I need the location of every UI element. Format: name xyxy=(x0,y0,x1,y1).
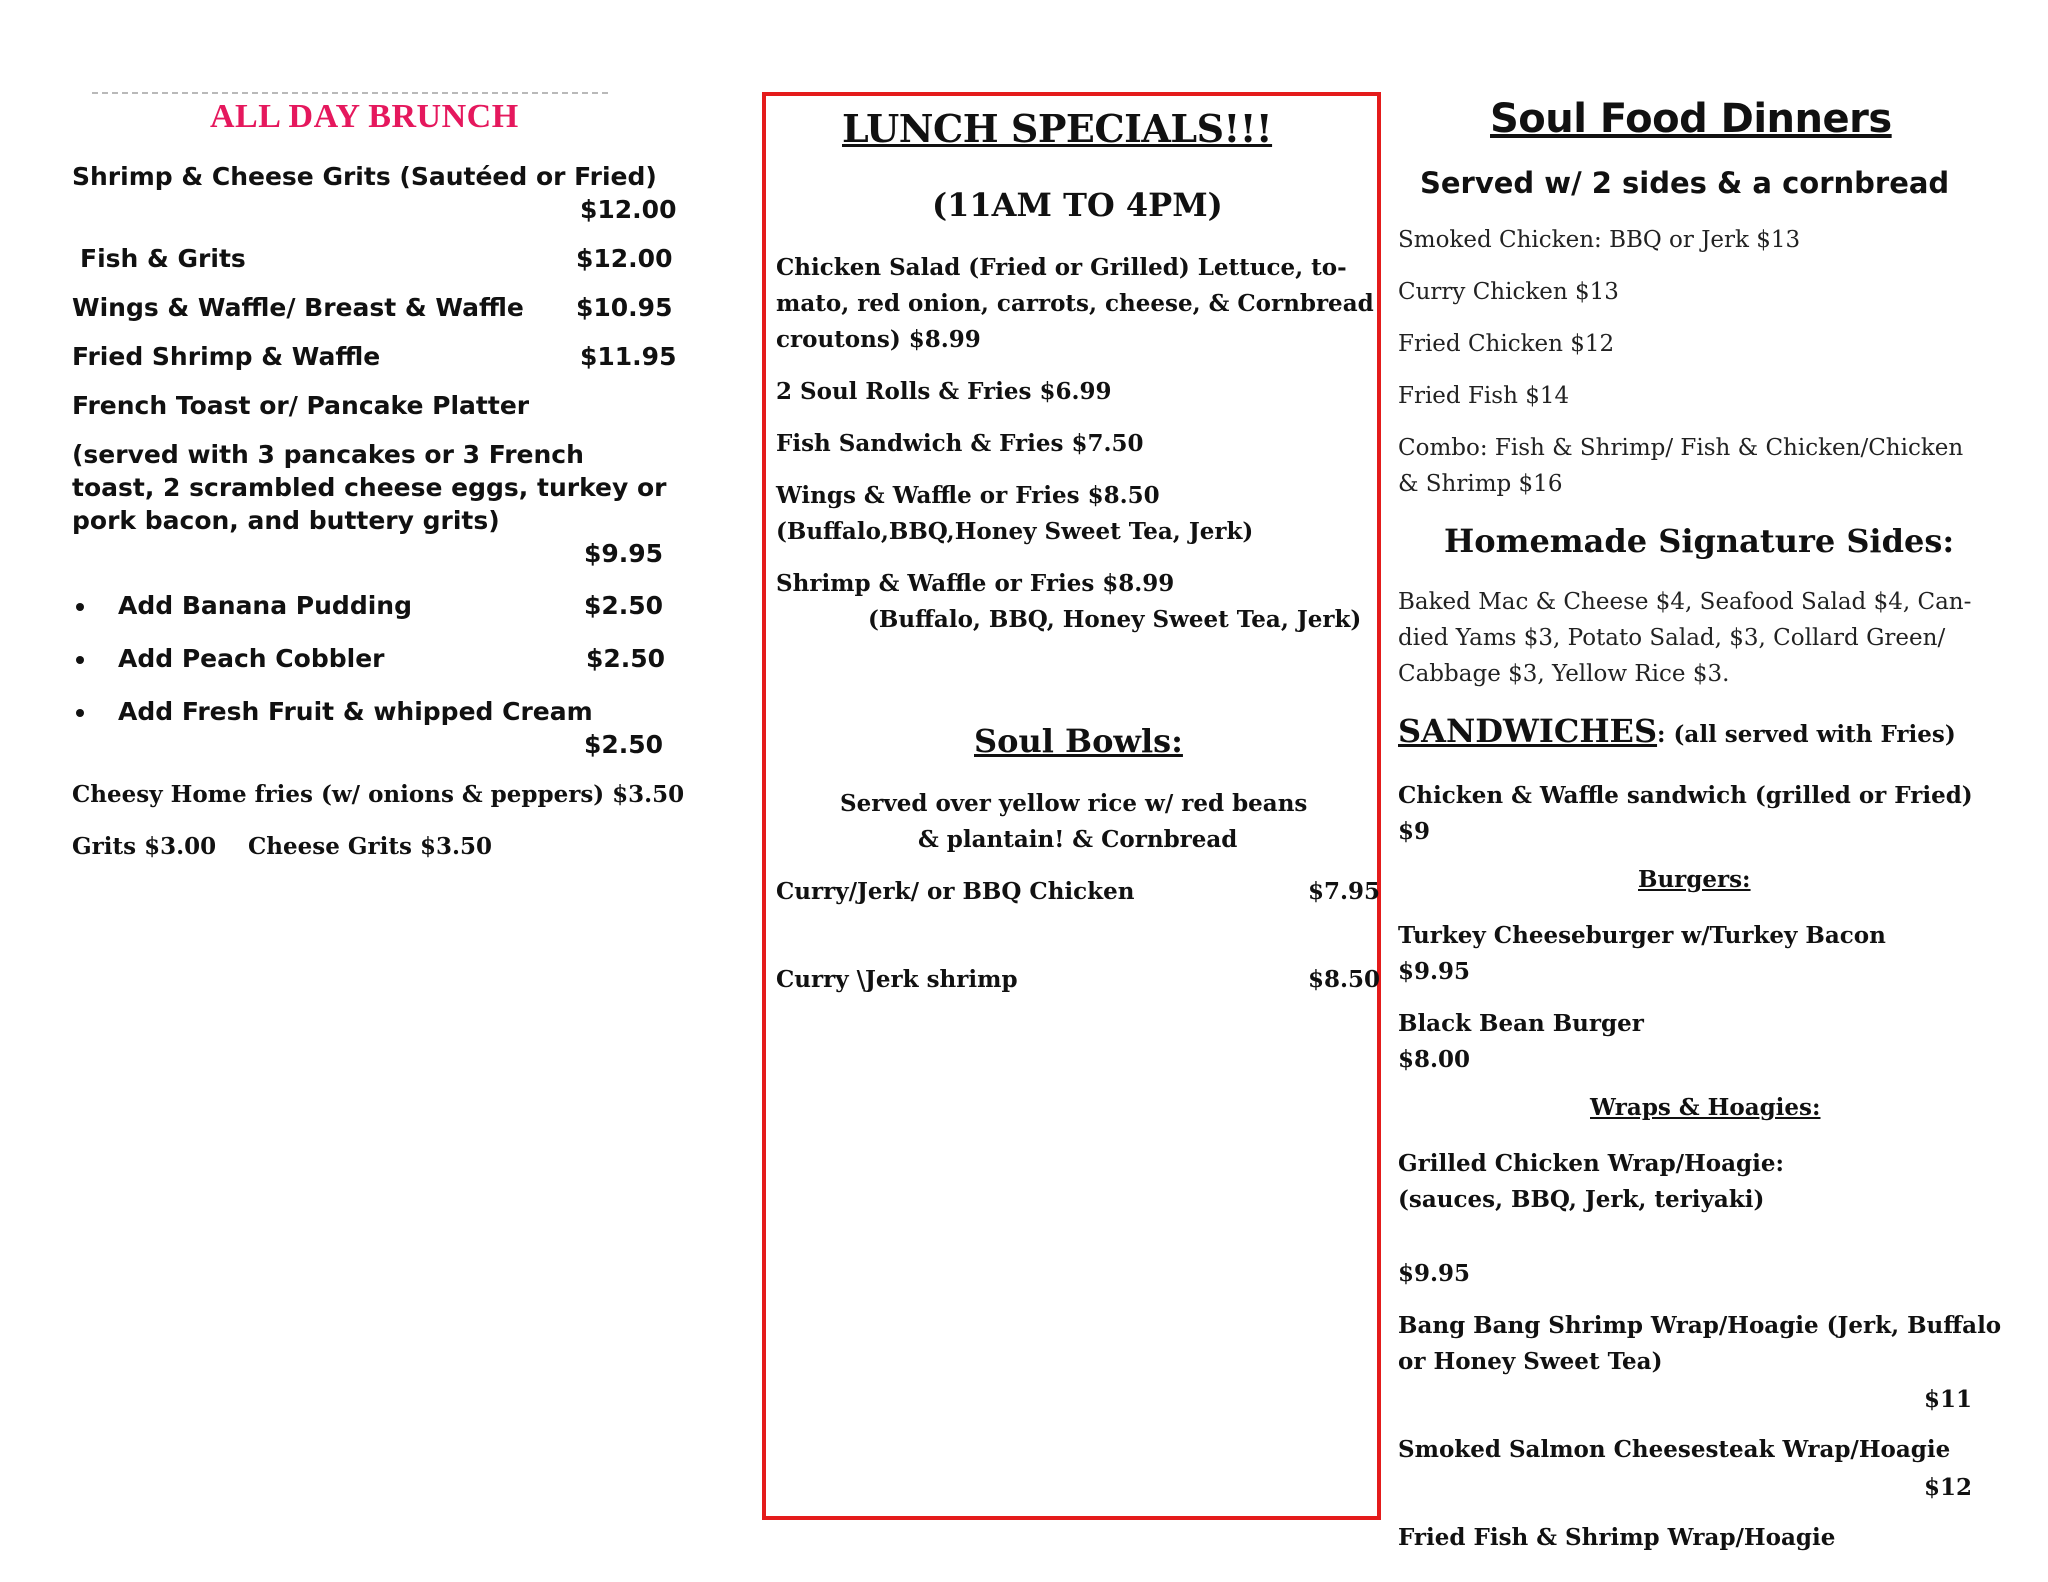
wrap-desc: or Honey Sweet Tea) xyxy=(1398,1348,1663,1375)
brunch-item-price: $12.00 xyxy=(580,195,677,224)
sandwiches-header xyxy=(1398,712,1956,750)
brunch-item-price: $10.95 xyxy=(576,293,673,322)
dinner-item: Curry Chicken $13 xyxy=(1398,279,1619,305)
wrap-name: Grilled Chicken Wrap/Hoagie: xyxy=(1398,1150,1784,1177)
brunch-side: Grits $3.00 xyxy=(72,833,217,860)
brunch-item-name: Shrimp & Cheese Grits (Sautéed or Fried) xyxy=(72,162,657,191)
burger-name: Turkey Cheeseburger w/Turkey Bacon xyxy=(1398,922,1886,949)
burger-price: $8.00 xyxy=(1398,1046,1471,1073)
sandwich-item: Chicken & Waffle sandwich (grilled or Fried) xyxy=(1398,782,1973,809)
dinner-item: Fried Fish $14 xyxy=(1398,383,1570,409)
wrap-name: Fried Fish & Shrimp Wrap/Hoagie xyxy=(1398,1524,1836,1551)
brunch-item-price: $9.95 xyxy=(584,539,664,568)
dinner-item: Smoked Chicken: BBQ or Jerk $13 xyxy=(1398,227,1801,253)
bowl-price: $7.95 xyxy=(1308,878,1381,905)
dinner-item: Fried Chicken $12 xyxy=(1398,331,1615,357)
lunch-item: Wings & Waffle or Fries $8.50 xyxy=(776,482,1160,509)
sides-title: Homemade Signature Sides: xyxy=(1444,522,1955,560)
burgers-title: Burgers: xyxy=(1638,866,1751,893)
sides-text: died Yams $3, Potato Salad, $3, Collard Green/ xyxy=(1398,625,1946,651)
dinners-title: Soul Food Dinners xyxy=(1490,96,1892,142)
lunch-item: (Buffalo, BBQ, Honey Sweet Tea, Jerk) xyxy=(868,606,1362,633)
brunch-item-desc: toast, 2 scrambled cheese eggs, turkey or xyxy=(72,473,667,502)
brunch-title: ALL DAY BRUNCH xyxy=(210,98,519,135)
divider-dashed xyxy=(92,92,608,94)
soul-bowls-title: Soul Bowls: xyxy=(974,722,1183,760)
brunch-item-name: Wings & Waffle/ Breast & Waffle xyxy=(72,293,524,322)
lunch-item: croutons) $8.99 xyxy=(776,326,981,353)
addon-name: Add Banana Pudding xyxy=(118,591,412,620)
burger-name: Black Bean Burger xyxy=(1398,1010,1644,1037)
wrap-name: Bang Bang Shrimp Wrap/Hoagie (Jerk, Buffalo xyxy=(1398,1312,2002,1339)
bullet-icon xyxy=(76,709,84,717)
bullet-icon xyxy=(76,656,84,664)
brunch-side: Cheesy Home fries (w/ onions & peppers) $3.50 xyxy=(72,781,685,808)
lunch-title: LUNCH SPECIALS!!! xyxy=(842,106,1273,151)
addon-name: Add Peach Cobbler xyxy=(118,644,385,673)
sides-text: Cabbage $3, Yellow Rice $3. xyxy=(1398,661,1730,687)
bowl-price: $8.50 xyxy=(1308,966,1381,993)
lunch-item: Chicken Salad (Fried or Grilled) Lettuce, to- xyxy=(776,254,1347,281)
bullet-icon xyxy=(76,603,84,611)
brunch-item-desc: (served with 3 pancakes or 3 French xyxy=(72,440,584,469)
brunch-side: Cheese Grits $3.50 xyxy=(248,833,492,860)
brunch-item-name: Fried Shrimp & Waffle xyxy=(72,342,381,371)
addon-price: $2.50 xyxy=(584,730,664,759)
brunch-item-price: $12.00 xyxy=(576,244,673,273)
dinners-subtitle: Served w/ 2 sides & a cornbread xyxy=(1420,166,1950,200)
dinner-item: & Shrimp $16 xyxy=(1398,471,1563,497)
wrap-desc: (sauces, BBQ, Jerk, teriyaki) xyxy=(1398,1186,1765,1213)
brunch-item-price: $11.95 xyxy=(580,342,677,371)
lunch-item: (Buffalo,BBQ,Honey Sweet Tea, Jerk) xyxy=(776,518,1254,545)
lunch-item: Shrimp & Waffle or Fries $8.99 xyxy=(776,570,1175,597)
bowl-name: Curry \Jerk shrimp xyxy=(776,966,1018,993)
sandwiches-note: : (all served with Fries) xyxy=(1657,721,1956,748)
wraps-title: Wraps & Hoagies: xyxy=(1590,1094,1821,1121)
wrap-price: $11 xyxy=(1924,1386,1973,1413)
lunch-item: Fish Sandwich & Fries $7.50 xyxy=(776,430,1144,457)
sandwiches-title: SANDWICHES xyxy=(1398,712,1658,750)
dinner-item: Combo: Fish & Shrimp/ Fish & Chicken/Chicken xyxy=(1398,435,1964,461)
brunch-item-name: French Toast or/ Pancake Platter xyxy=(72,391,530,420)
wrap-price: $12 xyxy=(1924,1474,1973,1501)
bowl-name: Curry/Jerk/ or BBQ Chicken xyxy=(776,878,1135,905)
brunch-item-name: Fish & Grits xyxy=(80,244,246,273)
soul-bowls-desc: Served over yellow rice w/ red beans xyxy=(840,790,1308,817)
wrap-price: $9.95 xyxy=(1398,1260,1471,1287)
sides-text: Baked Mac & Cheese $4, Seafood Salad $4, Can- xyxy=(1398,589,1972,615)
sandwich-price: $9 xyxy=(1398,818,1431,845)
burger-price: $9.95 xyxy=(1398,958,1471,985)
addon-price: $2.50 xyxy=(586,644,666,673)
wrap-name: Smoked Salmon Cheesesteak Wrap/Hoagie xyxy=(1398,1436,1951,1463)
addon-name: Add Fresh Fruit & whipped Cream xyxy=(118,697,593,726)
lunch-item: mato, red onion, carrots, cheese, & Cornbread xyxy=(776,290,1374,317)
addon-price: $2.50 xyxy=(584,591,664,620)
lunch-item: 2 Soul Rolls & Fries $6.99 xyxy=(776,378,1112,405)
soul-bowls-desc: & plantain! & Cornbread xyxy=(918,826,1238,853)
brunch-item-desc: pork bacon, and buttery grits) xyxy=(72,506,500,535)
lunch-hours: (11AM TO 4PM) xyxy=(932,186,1223,224)
